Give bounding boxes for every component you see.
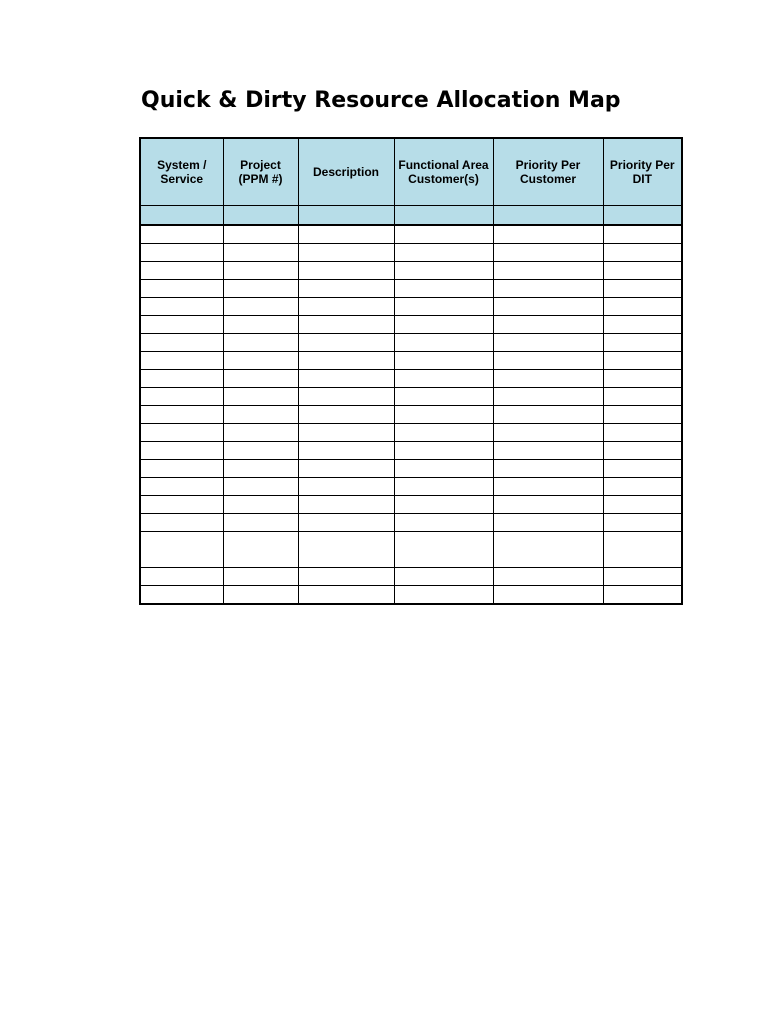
table-cell[interactable]	[140, 586, 223, 605]
table-cell[interactable]	[493, 298, 603, 316]
table-row	[140, 532, 682, 568]
table-cell[interactable]	[298, 460, 394, 478]
table-row	[140, 424, 682, 442]
table-cell[interactable]	[394, 298, 493, 316]
table-cell[interactable]	[493, 370, 603, 388]
table-cell[interactable]	[394, 352, 493, 370]
table-row	[140, 352, 682, 370]
table-cell[interactable]	[394, 586, 493, 605]
table-cell[interactable]	[140, 225, 223, 244]
table-cell[interactable]	[223, 262, 298, 280]
table-cell[interactable]	[223, 370, 298, 388]
table-row	[140, 514, 682, 532]
table-cell[interactable]	[140, 442, 223, 460]
table-row	[140, 406, 682, 424]
table-cell[interactable]	[298, 334, 394, 352]
table-cell[interactable]	[223, 514, 298, 532]
table-cell[interactable]	[603, 568, 682, 586]
table-cell[interactable]	[394, 280, 493, 298]
table-cell[interactable]	[223, 568, 298, 586]
table-cell[interactable]	[394, 388, 493, 406]
header-system-service: System / Service	[140, 138, 223, 206]
table-cell[interactable]	[493, 478, 603, 496]
table-cell[interactable]	[603, 442, 682, 460]
table-row	[140, 244, 682, 262]
table-row	[140, 334, 682, 352]
table-cell[interactable]	[298, 478, 394, 496]
table-row	[140, 442, 682, 460]
table-cell[interactable]	[223, 334, 298, 352]
table-cell[interactable]	[603, 514, 682, 532]
table-row	[140, 388, 682, 406]
table-cell[interactable]	[603, 532, 682, 568]
table-body	[140, 225, 682, 604]
table-cell[interactable]	[298, 442, 394, 460]
table-cell[interactable]	[298, 225, 394, 244]
table-cell[interactable]	[140, 424, 223, 442]
table-cell[interactable]	[603, 478, 682, 496]
header-subrow	[140, 206, 682, 226]
table-cell[interactable]	[603, 352, 682, 370]
table-cell[interactable]	[493, 424, 603, 442]
table-cell[interactable]	[140, 334, 223, 352]
table-row	[140, 496, 682, 514]
table-cell[interactable]	[603, 280, 682, 298]
table-cell[interactable]	[394, 460, 493, 478]
table-cell[interactable]	[298, 262, 394, 280]
table-cell[interactable]	[140, 478, 223, 496]
table-cell[interactable]	[298, 280, 394, 298]
table-cell[interactable]	[603, 460, 682, 478]
table-row	[140, 298, 682, 316]
table-cell[interactable]	[394, 568, 493, 586]
table-cell[interactable]	[298, 424, 394, 442]
table-cell[interactable]	[140, 406, 223, 424]
table-cell[interactable]	[223, 298, 298, 316]
header-priority-per-customer: Priority Per Customer	[493, 138, 603, 206]
table-cell[interactable]	[493, 406, 603, 424]
table-cell[interactable]	[394, 334, 493, 352]
table-cell[interactable]	[223, 316, 298, 334]
table-cell[interactable]	[298, 406, 394, 424]
table-cell[interactable]	[493, 334, 603, 352]
table-cell[interactable]	[298, 532, 394, 568]
table-cell[interactable]	[493, 460, 603, 478]
table-cell[interactable]	[493, 442, 603, 460]
table-cell[interactable]	[603, 298, 682, 316]
table-cell[interactable]	[493, 316, 603, 334]
table-cell[interactable]	[493, 568, 603, 586]
table-cell[interactable]	[394, 244, 493, 262]
table-cell[interactable]	[603, 424, 682, 442]
table-cell[interactable]	[493, 496, 603, 514]
table-cell[interactable]	[140, 532, 223, 568]
resource-allocation-table	[139, 137, 683, 605]
table-row	[140, 262, 682, 280]
table-cell[interactable]	[223, 532, 298, 568]
table-cell[interactable]	[394, 442, 493, 460]
table-cell[interactable]	[298, 496, 394, 514]
table-cell[interactable]	[140, 280, 223, 298]
table-cell[interactable]	[493, 225, 603, 244]
table-cell[interactable]	[493, 244, 603, 262]
table-cell[interactable]	[298, 352, 394, 370]
table-cell[interactable]	[493, 532, 603, 568]
table-cell[interactable]	[223, 406, 298, 424]
table-cell[interactable]	[394, 424, 493, 442]
table-cell[interactable]	[140, 244, 223, 262]
table-cell[interactable]	[223, 478, 298, 496]
table-cell[interactable]	[394, 478, 493, 496]
table-cell[interactable]	[493, 352, 603, 370]
table-cell[interactable]	[140, 460, 223, 478]
table-cell[interactable]	[223, 352, 298, 370]
header-subrow-cell[interactable]	[223, 206, 298, 226]
table-cell[interactable]	[493, 280, 603, 298]
header-description: Description	[298, 138, 394, 206]
table-cell[interactable]	[493, 388, 603, 406]
table-cell[interactable]	[140, 370, 223, 388]
table-cell[interactable]	[394, 316, 493, 334]
header-project-ppm: Project (PPM #)	[223, 138, 298, 206]
header-row	[140, 138, 682, 206]
table-cell[interactable]	[493, 586, 603, 605]
header-subrow-cell[interactable]	[493, 206, 603, 226]
header-subrow-cell[interactable]	[298, 206, 394, 226]
page-title: Quick & Dirty Resource Allocation Map	[141, 88, 621, 113]
table-row	[140, 586, 682, 605]
table-cell[interactable]	[394, 225, 493, 244]
header-subrow-cell[interactable]	[603, 206, 682, 226]
table-cell[interactable]	[394, 532, 493, 568]
table-cell[interactable]	[298, 586, 394, 605]
table-cell[interactable]	[223, 244, 298, 262]
table-cell[interactable]	[223, 280, 298, 298]
header-subrow-cell[interactable]	[394, 206, 493, 226]
table-cell[interactable]	[223, 424, 298, 442]
table-cell[interactable]	[223, 225, 298, 244]
table-cell[interactable]	[493, 262, 603, 280]
table-cell[interactable]	[394, 514, 493, 532]
table-cell[interactable]	[603, 586, 682, 605]
table-cell[interactable]	[603, 244, 682, 262]
table-row	[140, 225, 682, 244]
table-cell[interactable]	[603, 496, 682, 514]
table-cell[interactable]	[603, 370, 682, 388]
table-cell[interactable]	[603, 225, 682, 244]
table-cell[interactable]	[298, 244, 394, 262]
table-cell[interactable]	[140, 388, 223, 406]
table-cell[interactable]	[223, 388, 298, 406]
table-cell[interactable]	[603, 334, 682, 352]
table-cell[interactable]	[603, 316, 682, 334]
table-cell[interactable]	[603, 388, 682, 406]
table-cell[interactable]	[603, 262, 682, 280]
table-cell[interactable]	[394, 406, 493, 424]
header-subrow-cell[interactable]	[140, 206, 223, 226]
table-cell[interactable]	[223, 442, 298, 460]
table-cell[interactable]	[298, 316, 394, 334]
header-functional-area-customers: Functional Area Customer(s)	[394, 138, 493, 206]
table-cell[interactable]	[298, 298, 394, 316]
table-cell[interactable]	[223, 496, 298, 514]
table-cell[interactable]	[140, 352, 223, 370]
table-cell[interactable]	[140, 514, 223, 532]
table-row	[140, 280, 682, 298]
table-header	[140, 138, 682, 225]
table-cell[interactable]	[394, 496, 493, 514]
table-cell[interactable]	[223, 586, 298, 605]
table-cell[interactable]	[140, 298, 223, 316]
table-row	[140, 370, 682, 388]
table-cell[interactable]	[394, 370, 493, 388]
table-cell[interactable]	[493, 514, 603, 532]
table-cell[interactable]	[140, 262, 223, 280]
table-cell[interactable]	[394, 262, 493, 280]
table-row	[140, 478, 682, 496]
table-cell[interactable]	[140, 568, 223, 586]
table-row	[140, 460, 682, 478]
table-cell[interactable]	[298, 370, 394, 388]
table-cell[interactable]	[140, 316, 223, 334]
table-cell[interactable]	[298, 514, 394, 532]
table-row	[140, 568, 682, 586]
table-row	[140, 316, 682, 334]
table-cell[interactable]	[603, 406, 682, 424]
table-cell[interactable]	[140, 496, 223, 514]
table-cell[interactable]	[298, 568, 394, 586]
table-cell[interactable]	[223, 460, 298, 478]
table-cell[interactable]	[298, 388, 394, 406]
header-priority-per-dit: Priority Per DIT	[603, 138, 682, 206]
